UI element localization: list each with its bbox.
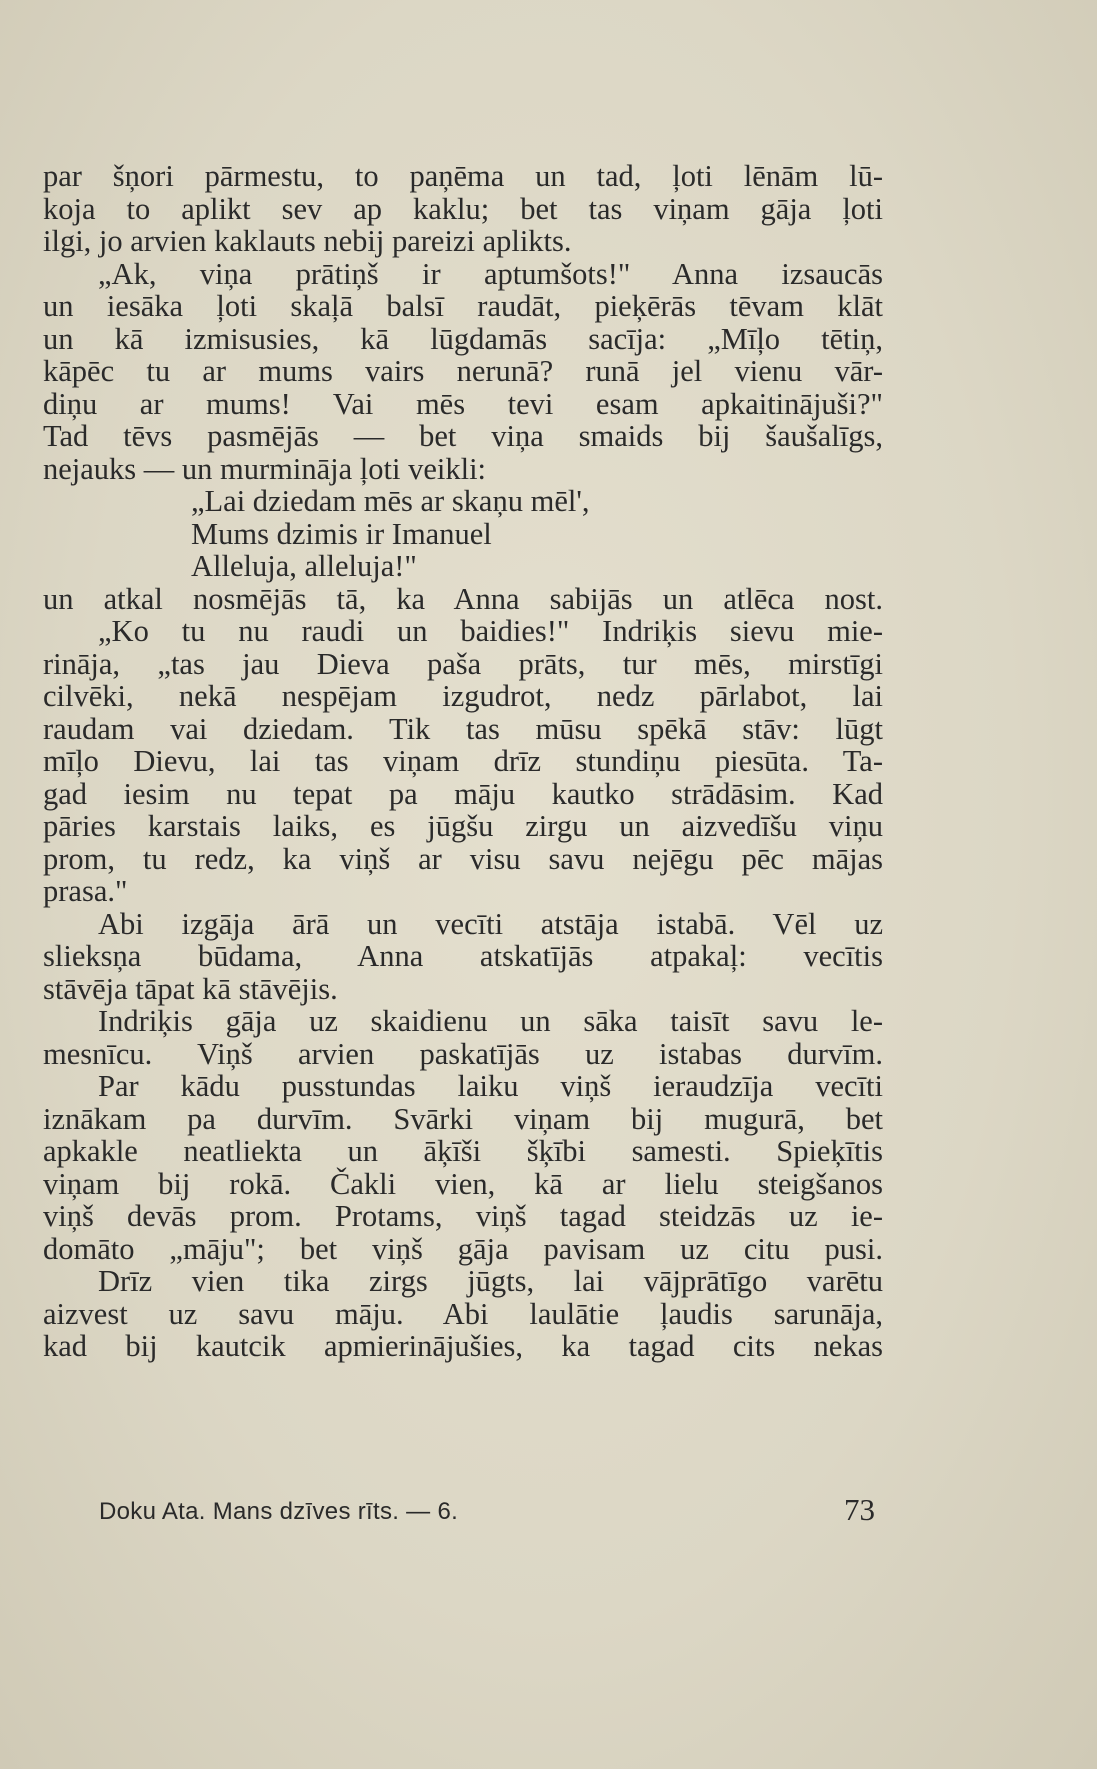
- text-line: un kā izmisusies, kā lūgdamās sacīja: „Mīļo tētiņ,: [43, 321, 883, 356]
- verse-line: Mums dzimis ir Imanuel: [191, 516, 492, 551]
- body-text: [43, 160, 883, 1363]
- text-line: Par kādu pusstundas laiku viņš ieraudzīja vecīti: [98, 1069, 883, 1103]
- page-number: 73: [844, 1492, 875, 1527]
- text-line: pāries karstais laiks, es jūgšu zirgu un aizvedīšu viņu: [43, 809, 883, 843]
- text-line: kāpēc tu ar mums vairs nerunā? runā jel vienu vār-: [43, 354, 883, 388]
- text-line: un iesāka ļoti skaļā balsī raudāt, pieķērās tēvam klāt: [43, 289, 883, 323]
- text-line: nejauks — un murmināja ļoti veikli:: [43, 451, 487, 486]
- text-line: Abi izgāja ārā un vecīti atstāja istabā. Vēl uz: [98, 906, 883, 941]
- text-line: „Ko tu nu raudi un baidies!" Indriķis sievu mie-: [98, 614, 883, 648]
- page-footer: [95, 1492, 875, 1534]
- text-line: stāvēja tāpat kā stāvējis.: [43, 971, 338, 1006]
- text-line: mesnīcu. Viņš arvien paskatījās uz istabas durvīm.: [43, 1036, 883, 1071]
- text-line: slieksņa būdama, Anna atskatījās atpakaļ: vecītis: [43, 939, 883, 973]
- text-line: iznākam pa durvīm. Svārki viņam bij mugurā, bet: [43, 1101, 883, 1136]
- text-line: raudam vai dziedam. Tik tas mūsu spēkā stāv: lūgt: [43, 711, 883, 746]
- text-line: viņam bij rokā. Čakli vien, kā ar lielu steigšanos: [43, 1166, 883, 1201]
- text-line: kad bij kautcik apmierinājušies, ka tagad cits nekas: [43, 1329, 883, 1363]
- verse-line: Alleluja, alleluja!": [191, 549, 417, 583]
- text-line: mīļo Dievu, lai tas viņam drīz stundiņu piesūta. Ta-: [43, 744, 883, 778]
- text-line: un atkal nosmējās tā, ka Anna sabijās un atlēca nost.: [43, 581, 883, 616]
- text-line: domāto „māju"; bet viņš gāja pavisam uz citu pusi.: [43, 1231, 883, 1266]
- text-line: ilgi, jo arvien kaklauts nebij pareizi aplikts.: [43, 224, 572, 258]
- text-line: gad iesim nu tepat pa māju kautko strādāsim. Kad: [43, 776, 883, 811]
- text-line: diņu ar mums! Vai mēs tevi esam apkaitinājuši?": [43, 386, 883, 421]
- text-line: cilvēki, nekā nespējam izgudrot, nedz pārlabot, lai: [43, 679, 883, 713]
- text-line: apkakle neatliekta un āķīši šķībi samesti. Spieķītis: [43, 1134, 883, 1168]
- text-line: Drīz vien tika zirgs jūgts, lai vājprātīgo varētu: [98, 1264, 883, 1298]
- text-line: aizvest uz savu māju. Abi laulātie ļaudis sarunāja,: [43, 1296, 883, 1331]
- text-line: par šņori pārmestu, to paņēma un tad, ļoti lēnām lū-: [43, 159, 883, 193]
- text-line: rināja, „tas jau Dieva paša prāts, tur mēs, mirstīgi: [43, 646, 883, 681]
- running-title: Doku Ata. Mans dzīves rīts. — 6.: [99, 1498, 459, 1525]
- text-line: Indriķis gāja uz skaidienu un sāka taisīt savu le-: [98, 1004, 883, 1038]
- text-line: koja to aplikt sev ap kaklu; bet tas viņam gāja ļoti: [43, 191, 883, 226]
- text-line: „Ak, viņa prātiņš ir aptumšots!" Anna izsaucās: [98, 256, 883, 291]
- text-line: viņš devās prom. Protams, viņš tagad steidzās uz ie-: [43, 1199, 883, 1233]
- text-line: prasa.": [43, 874, 128, 908]
- text-line: prom, tu redz, ka viņš ar visu savu nejēgu pēc mājas: [43, 841, 883, 876]
- verse-line: „Lai dziedam mēs ar skaņu mēl',: [191, 484, 590, 518]
- text-line: Tad tēvs pasmējās — bet viņa smaids bij šaušalīgs,: [43, 419, 883, 453]
